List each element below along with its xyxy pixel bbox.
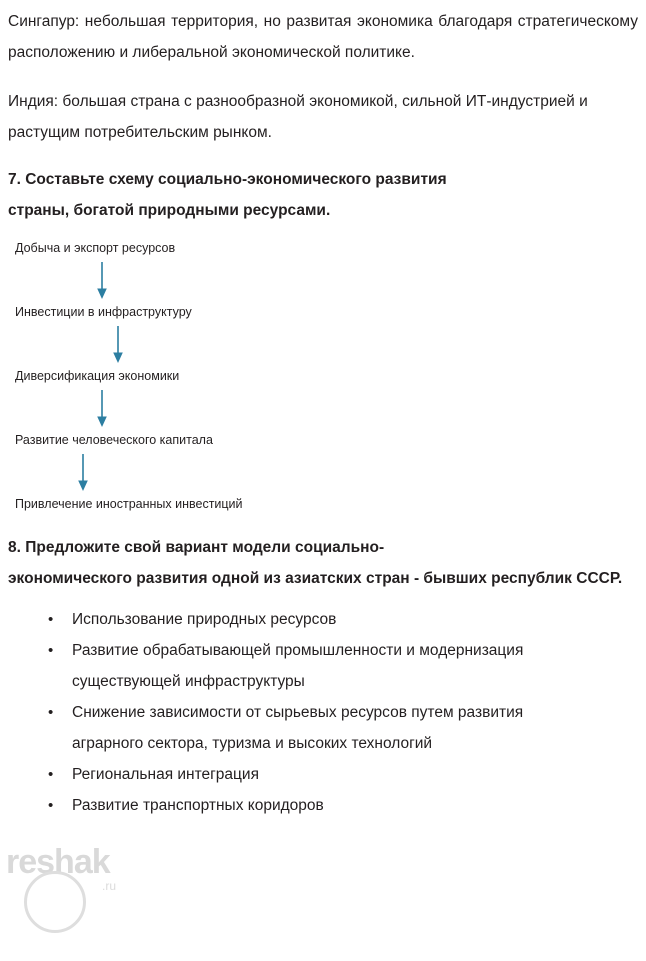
task-8-heading-line2: экономического развития одной из азиатских стран - бывших республик СССР.	[8, 570, 623, 587]
list-item	[48, 635, 638, 697]
spacer	[8, 512, 638, 532]
paragraph-india: Индия: большая страна с разнообразной экономикой, сильной ИТ-индустрией и растущим потребительским рынком.	[8, 93, 588, 141]
task-8-heading	[8, 532, 638, 594]
arrow-container-2	[10, 320, 638, 368]
list-item-text: Развитие обрабатывающей промышленности и модернизация	[72, 642, 524, 659]
arrow-down-icon	[94, 390, 110, 433]
arrow-down-icon	[75, 454, 91, 497]
diagram-step-2: Инвестиции в инфраструктуру	[15, 305, 192, 319]
task-8-heading-line1: 8. Предложите свой вариант модели социально-	[8, 539, 385, 556]
watermark-circle	[24, 871, 86, 933]
list-item-text: Снижение зависимости от сырьевых ресурсов путем развития	[72, 704, 524, 721]
spacer	[8, 154, 638, 164]
watermark	[6, 835, 156, 945]
spacer	[8, 74, 638, 86]
arrow-container-4	[10, 448, 638, 496]
list-item-text: Использование природных ресурсов	[72, 611, 337, 628]
list-item-text: Региональная интеграция	[72, 766, 259, 783]
paragraph-singapore: Сингапур: небольшая территория, но развитая экономика благодаря стратегическому расположению и либеральной экономической политике.	[8, 13, 638, 61]
list-item	[48, 790, 638, 821]
task-8-bullet-list	[8, 604, 638, 821]
arrow-down-icon	[110, 326, 126, 369]
arrow-down-icon	[94, 262, 110, 305]
arrow-container-1	[10, 256, 638, 304]
task-7-heading	[8, 164, 638, 226]
flow-diagram	[10, 240, 638, 512]
watermark-text: reshak	[6, 843, 110, 881]
diagram-step-3: Диверсификация экономики	[15, 369, 180, 383]
list-item-text: Развитие транспортных коридоров	[72, 797, 324, 814]
task-7-heading-line2: страны, богатой природными ресурсами.	[8, 202, 331, 219]
list-item	[48, 604, 638, 635]
list-item	[48, 697, 638, 759]
watermark-suffix: .ru	[102, 879, 117, 893]
diagram-step-4: Развитие человеческого капитала	[15, 433, 213, 447]
task-7-heading-line1: 7. Составьте схему социально-экономического развития	[8, 171, 447, 188]
list-item-text-continued: аграрного сектора, туризма и высоких технологий	[72, 735, 433, 752]
list-item	[48, 759, 638, 790]
arrow-container-3	[10, 384, 638, 432]
list-item-text-continued: существующей инфраструктуры	[72, 673, 305, 690]
diagram-step-5: Привлечение иностранных инвестиций	[15, 497, 243, 511]
diagram-step-1: Добыча и экспорт ресурсов	[15, 241, 176, 255]
